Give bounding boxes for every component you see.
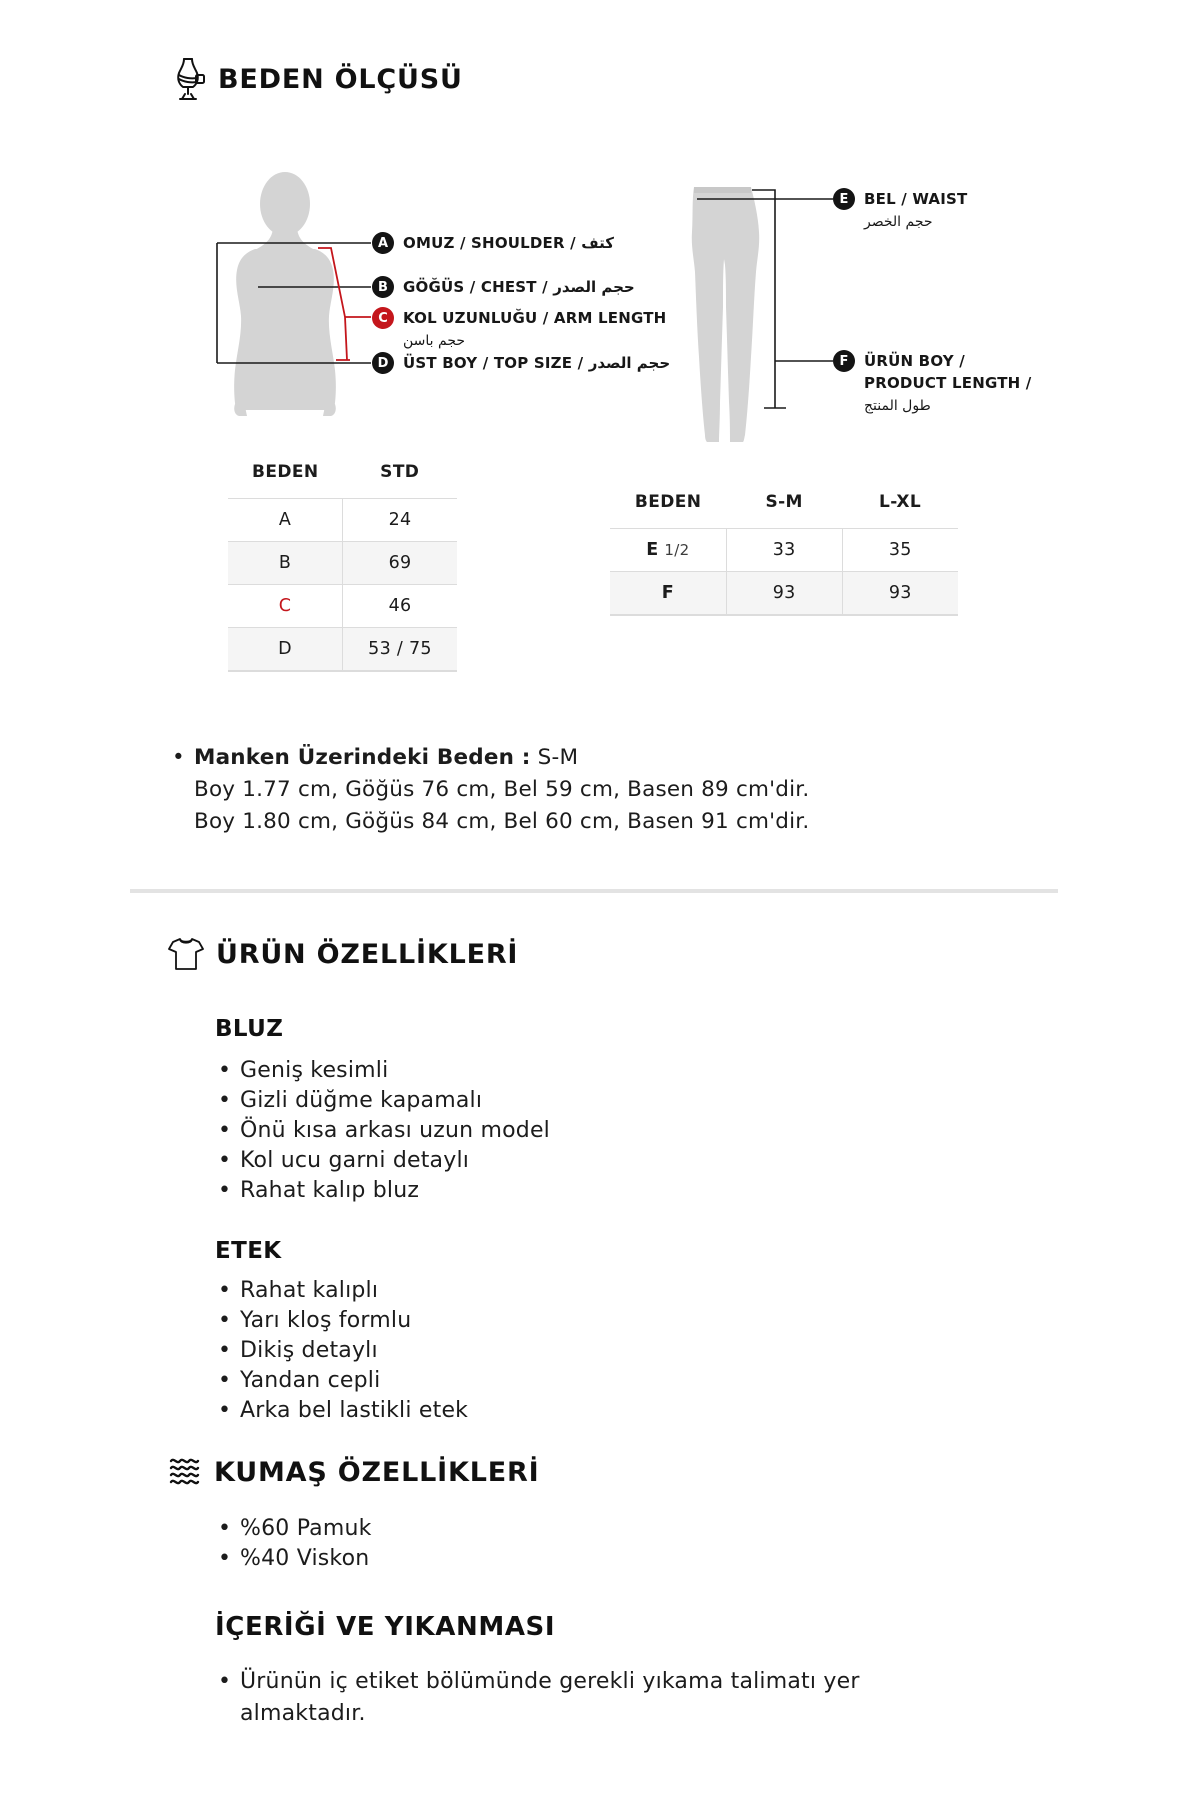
badge-d: D bbox=[372, 352, 394, 374]
size-point-cell: D bbox=[228, 628, 343, 671]
list-item: • Rahat kalıp bluz bbox=[215, 1176, 550, 1206]
measure-text-shoulder: OMUZ / SHOULDER / كتف bbox=[403, 234, 614, 252]
table-row bbox=[228, 585, 457, 628]
torso-silhouette bbox=[231, 152, 337, 416]
size-value-sm-cell: 33 bbox=[726, 529, 842, 572]
measure-text-waist-ar: حجم الخصر bbox=[864, 214, 933, 230]
table-row bbox=[610, 572, 958, 615]
measure-label-top-size bbox=[372, 352, 670, 374]
table-row bbox=[228, 542, 457, 585]
std-size-table bbox=[228, 462, 457, 672]
size-value-cell: 69 bbox=[343, 542, 458, 585]
model-size-line bbox=[172, 742, 809, 774]
size-value-cell: 24 bbox=[343, 499, 458, 542]
size-section-title: BEDEN ÖLÇÜSÜ bbox=[218, 63, 463, 95]
list-item: • Ürünün iç etiket bölümünde gerekli yıkama talimatı yer almaktadır. bbox=[215, 1666, 895, 1730]
fit-table-header-sm: S-M bbox=[765, 492, 803, 512]
std-table-header-std: STD bbox=[380, 462, 420, 482]
list-item: • Yandan cepli bbox=[215, 1366, 468, 1396]
measure-text-arm-length-ar: حجم باسن bbox=[403, 333, 466, 349]
measure-text-top-size: ÜST BOY / TOP SIZE / حجم الصدر bbox=[403, 354, 671, 372]
model-size-label: Manken Üzerindeki Beden : bbox=[194, 745, 531, 770]
model-size-value: S-M bbox=[537, 745, 579, 770]
model-measurements-line: Boy 1.80 cm, Göğüs 84 cm, Bel 60 cm, Basen 91 cm'dir. bbox=[194, 809, 810, 834]
care-list bbox=[215, 1666, 895, 1730]
std-table-header-beden: BEDEN bbox=[251, 462, 319, 482]
fabric-icon bbox=[168, 1455, 202, 1489]
etek-feature-list bbox=[215, 1276, 468, 1426]
group-title-etek: ETEK bbox=[215, 1238, 282, 1264]
measure-label-chest bbox=[372, 276, 635, 298]
list-item: • Arka bel lastikli etek bbox=[215, 1396, 468, 1426]
measure-text-product-length-tr: ÜRÜN BOY / bbox=[864, 352, 965, 370]
tshirt-icon bbox=[168, 936, 204, 972]
table-row bbox=[228, 499, 457, 542]
size-point-cell: E 1/2 bbox=[610, 529, 726, 572]
table-row bbox=[228, 628, 457, 671]
fit-table-header-beden: BEDEN bbox=[634, 492, 702, 512]
measure-label-waist bbox=[833, 188, 967, 232]
measure-text-waist: BEL / WAIST bbox=[864, 190, 968, 208]
fabric-features-title: KUMAŞ ÖZELLİKLERİ bbox=[214, 1456, 540, 1488]
list-item: • Gizli düğme kapamalı bbox=[215, 1086, 550, 1116]
size-value-lxl-cell: 93 bbox=[842, 572, 958, 615]
measure-label-product-length bbox=[833, 350, 1031, 416]
list-item: • %60 Pamuk bbox=[215, 1514, 372, 1544]
badge-f: F bbox=[833, 350, 855, 372]
badge-a: A bbox=[372, 232, 394, 254]
measure-label-shoulder bbox=[372, 232, 614, 254]
fit-table-header-lxl: L-XL bbox=[879, 492, 922, 512]
product-features-header bbox=[168, 936, 518, 972]
badge-b: B bbox=[372, 276, 394, 298]
list-item: • Kol ucu garni detaylı bbox=[215, 1146, 550, 1176]
model-size-info bbox=[172, 742, 809, 838]
list-item: • Rahat kalıplı bbox=[215, 1276, 468, 1306]
fabric-list bbox=[215, 1514, 372, 1574]
legs-silhouette bbox=[687, 187, 765, 443]
care-title: İÇERİĞİ VE YIKANMASI bbox=[215, 1612, 556, 1642]
list-item: • Yarı kloş formlu bbox=[215, 1306, 468, 1336]
list-item: • %40 Viskon bbox=[215, 1544, 372, 1574]
measure-text-product-length-en: PRODUCT LENGTH / bbox=[864, 374, 1032, 392]
list-item: • Önü kısa arkası uzun model bbox=[215, 1116, 550, 1146]
badge-c: C bbox=[372, 307, 394, 329]
size-point-cell: C bbox=[228, 585, 343, 628]
list-item: • Geniş kesimli bbox=[215, 1056, 550, 1086]
bluz-feature-list bbox=[215, 1056, 550, 1206]
size-point-cell: B bbox=[228, 542, 343, 585]
size-point-cell: A bbox=[228, 499, 343, 542]
section-divider bbox=[130, 889, 1058, 893]
measure-text-arm-length: KOL UZUNLUĞU / ARM LENGTH bbox=[403, 309, 667, 327]
table-row bbox=[610, 529, 958, 572]
list-item: • Dikiş detaylı bbox=[215, 1336, 468, 1366]
measure-text-product-length-ar: طول المنتج bbox=[864, 398, 931, 414]
group-title-bluz: BLUZ bbox=[215, 1016, 284, 1042]
measure-text-chest: GÖĞÜS / CHEST / حجم الصدر bbox=[403, 278, 635, 296]
size-point-cell: F bbox=[610, 572, 726, 615]
size-value-cell: 46 bbox=[343, 585, 458, 628]
size-value-sm-cell: 93 bbox=[726, 572, 842, 615]
fabric-features-header bbox=[168, 1455, 539, 1489]
size-value-lxl-cell: 35 bbox=[842, 529, 958, 572]
size-value-cell: 53 / 75 bbox=[343, 628, 458, 671]
fit-size-table bbox=[610, 492, 958, 616]
size-diagram bbox=[0, 0, 1200, 470]
product-features-title: ÜRÜN ÖZELLİKLERİ bbox=[216, 938, 519, 970]
model-measurements-line: Boy 1.77 cm, Göğüs 76 cm, Bel 59 cm, Basen 89 cm'dir. bbox=[194, 777, 810, 802]
badge-e: E bbox=[833, 188, 855, 210]
measure-label-arm-length bbox=[372, 307, 666, 351]
